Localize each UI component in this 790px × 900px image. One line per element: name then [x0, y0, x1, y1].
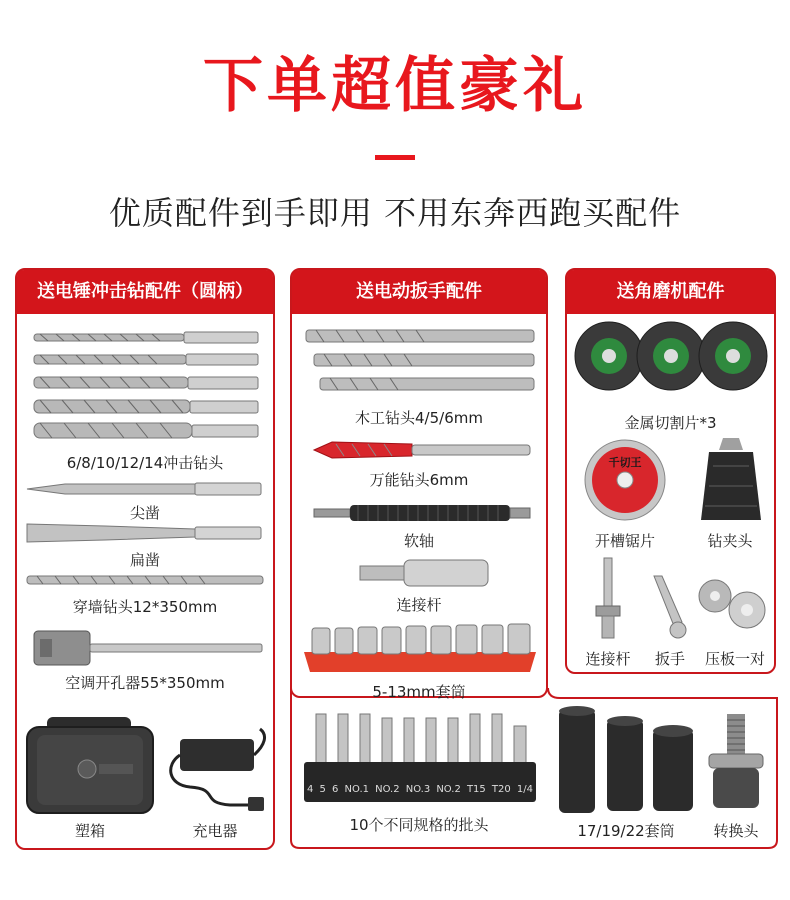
- core-bit-image: [30, 625, 266, 671]
- drill-chuck-label: 钻夹头: [707, 532, 753, 550]
- impact-sockets-label: 17/19/22套筒: [577, 822, 675, 840]
- impact-drill-bits-label: 6/8/10/12/14冲击钻头: [66, 454, 224, 472]
- core-bit-label: 空调开孔器55*350mm: [65, 674, 225, 692]
- connector-rod-label: 连接杆: [585, 650, 631, 668]
- pointed-chisel-label: 尖凿: [129, 504, 160, 522]
- charger-label: 充电器: [192, 822, 238, 840]
- title-divider: [375, 155, 415, 160]
- charger-image: [160, 725, 270, 813]
- tool-case-label: 塑箱: [74, 822, 105, 840]
- grinder-panel-title: 送角磨机配件: [567, 270, 774, 314]
- bit-label: NO.2: [436, 784, 461, 795]
- screwdriver-bit-labels: [304, 784, 536, 800]
- cutting-discs-image: [573, 318, 769, 394]
- cutting-discs-label: 金属切割片*3: [624, 414, 717, 432]
- wall-drill-bit-image: [25, 573, 265, 587]
- tool-case-image: [25, 715, 155, 815]
- slotting-blade-brand: 千切王: [608, 456, 642, 469]
- bit-label: NO.2: [375, 784, 400, 795]
- universal-drill-bit-image: [312, 440, 534, 460]
- universal-drill-bit-label: 万能钻头6mm: [369, 471, 469, 489]
- bit-label: 1/4: [516, 784, 533, 795]
- socket-set-image: [302, 622, 538, 674]
- wood-drill-bits-label: 木工钻头4/5/6mm: [355, 409, 483, 427]
- flat-chisel-label: 扁凿: [129, 551, 160, 569]
- adapter-label: 转换头: [713, 822, 759, 840]
- drill-chuck-image: [695, 436, 767, 524]
- wall-drill-bit-label: 穿墙钻头12*350mm: [72, 598, 218, 616]
- bit-label: 4: [307, 784, 314, 795]
- screwdriver-bits-label: 10个不同规格的批头: [349, 816, 489, 834]
- bit-label: T20: [491, 784, 511, 795]
- extension-rod-label: 连接杆: [396, 596, 442, 614]
- spanner-image: [648, 572, 688, 642]
- socket-set-label: 5-13mm套筒: [372, 683, 466, 701]
- extension-rod-image: [358, 558, 492, 588]
- flange-pair-image: [695, 578, 769, 630]
- bit-label: NO.3: [405, 784, 431, 795]
- bit-label: NO.1: [344, 784, 369, 795]
- connector-rod-image: [590, 556, 626, 640]
- page-title: 下单超值豪礼: [203, 51, 587, 121]
- wood-drill-bits-image: [302, 328, 538, 398]
- flex-shaft-label: 软轴: [403, 532, 434, 550]
- impact-sockets-image: [555, 705, 697, 817]
- adapter-image: [703, 712, 769, 812]
- impact-drill-bits-image: [30, 328, 262, 446]
- wrench-panel-title: 送电动扳手配件: [292, 270, 546, 314]
- slotting-blade-label: 开槽锯片: [594, 532, 655, 550]
- spanner-label: 扳手: [654, 650, 685, 668]
- slotting-blade-image: [583, 438, 667, 522]
- flex-shaft-image: [312, 500, 534, 526]
- bit-label: 5: [319, 784, 326, 795]
- flange-pair-label: 压板一对: [704, 650, 765, 668]
- hammer-panel-title: 送电锤冲击钻配件（圆柄）: [17, 270, 273, 314]
- pointed-chisel-image: [25, 480, 265, 498]
- bit-label: T15: [466, 784, 486, 795]
- flat-chisel-image: [25, 520, 265, 546]
- bit-label: 6: [332, 784, 339, 795]
- page-subtitle: 优质配件到手即用 不用东奔西跑买配件: [108, 194, 682, 232]
